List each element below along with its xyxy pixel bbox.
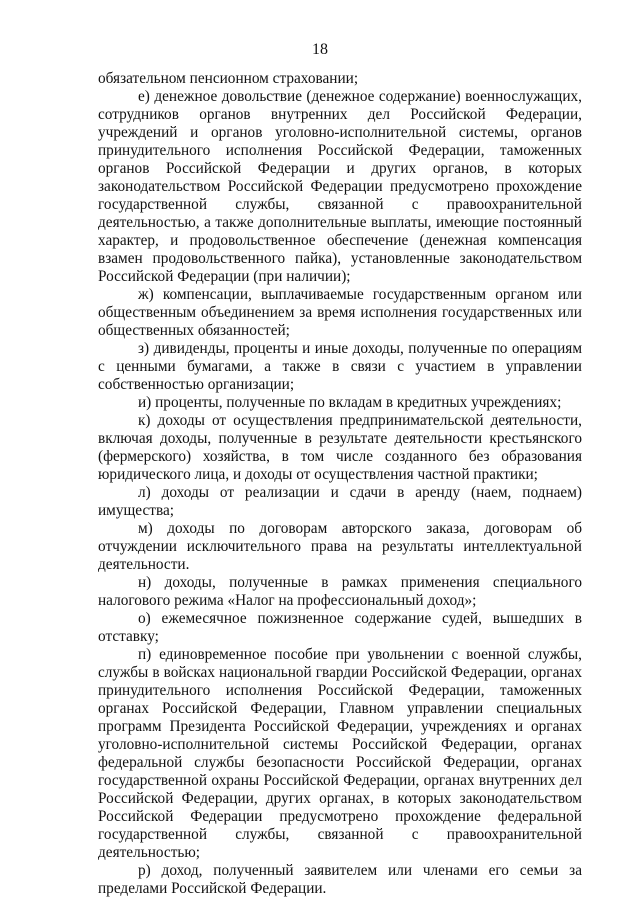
paragraph-item-l: л) доходы от реализации и сдачи в аренду (наем, поднаем) имущества;: [98, 484, 582, 519]
paragraph-item-r: р) доход, полученный заявителем или членами его семьи за пределами Российской Федерации.: [98, 862, 582, 897]
paragraph-item-n: н) доходы, полученные в рамках применения специального налогового режима «Налог на профессиональный доход»;: [98, 574, 582, 609]
paragraph-item-e: е) денежное довольствие (денежное содержание) военнослужащих, сотрудников органов внутренних дел Российской Федерации, учреждений и органов уголовно-исполнительной системы, органов принудительного исполнения Российской Федерации, таможенных органов Российской Федерации и других органов, в которых законодательством Российской Федерации предусмотрено прохождение государственной службы, связанной с правоохранительной деятельностью, а также дополнительные выплаты, имеющие постоянный характер, и продовольственное обеспечение (денежная компенсация взамен продовольственного пайка), установленные законодательством Российской Федерации (при наличии);: [98, 88, 582, 285]
paragraph-item-i: и) проценты, полученные по вкладам в кредитных учреждениях;: [138, 394, 562, 411]
paragraph-item-z: з) дивиденды, проценты и иные доходы, полученные по операциям с ценными бумагами, а также в связи с участием в управлении собственностью организации;: [98, 340, 582, 393]
paragraph-item-p: п) единовременное пособие при увольнении с военной службы, службы в войсках национальной гвардии Российской Федерации, органах принудительного исполнения Российской Федерации, таможенных органах Российской Федерации, Главном управлении специальных программ Президента Российской Федерации, учреждениях и органах уголовно-исполнительной системы Российской Федерации, органах федеральной службы безопасности Российской Федерации, органах государственной охраны Российской Федерации, органах внутренних дел Российской Федерации, других органах, в которых законодательством Российской Федерации предусмотрено прохождение федеральной государственной службы, связанной с правоохранительной деятельностью;: [98, 646, 582, 861]
paragraph-continuation: обязательном пенсионном страховании;: [98, 70, 359, 87]
paragraph-item-zh: ж) компенсации, выплачиваемые государственным органом или общественным объединением за время исполнения государственных или общественных обязанностей;: [98, 286, 582, 339]
paragraph-item-o: о) ежемесячное пожизненное содержание судей, вышедших в отставку;: [98, 610, 582, 645]
page-number: 18: [312, 41, 328, 58]
paragraph-item-k: к) доходы от осуществления предпринимательской деятельности, включая доходы, полученные в результате деятельности крестьянского (фермерского) хозяйства, в том числе созданного без образования юридического лица, и доходы от осуществления частной практики;: [98, 412, 582, 483]
paragraph-item-m: м) доходы по договорам авторского заказа, договорам об отчуждении исключительного права на результаты интеллектуальной деятельности.: [98, 520, 582, 573]
document-body: [98, 70, 582, 898]
